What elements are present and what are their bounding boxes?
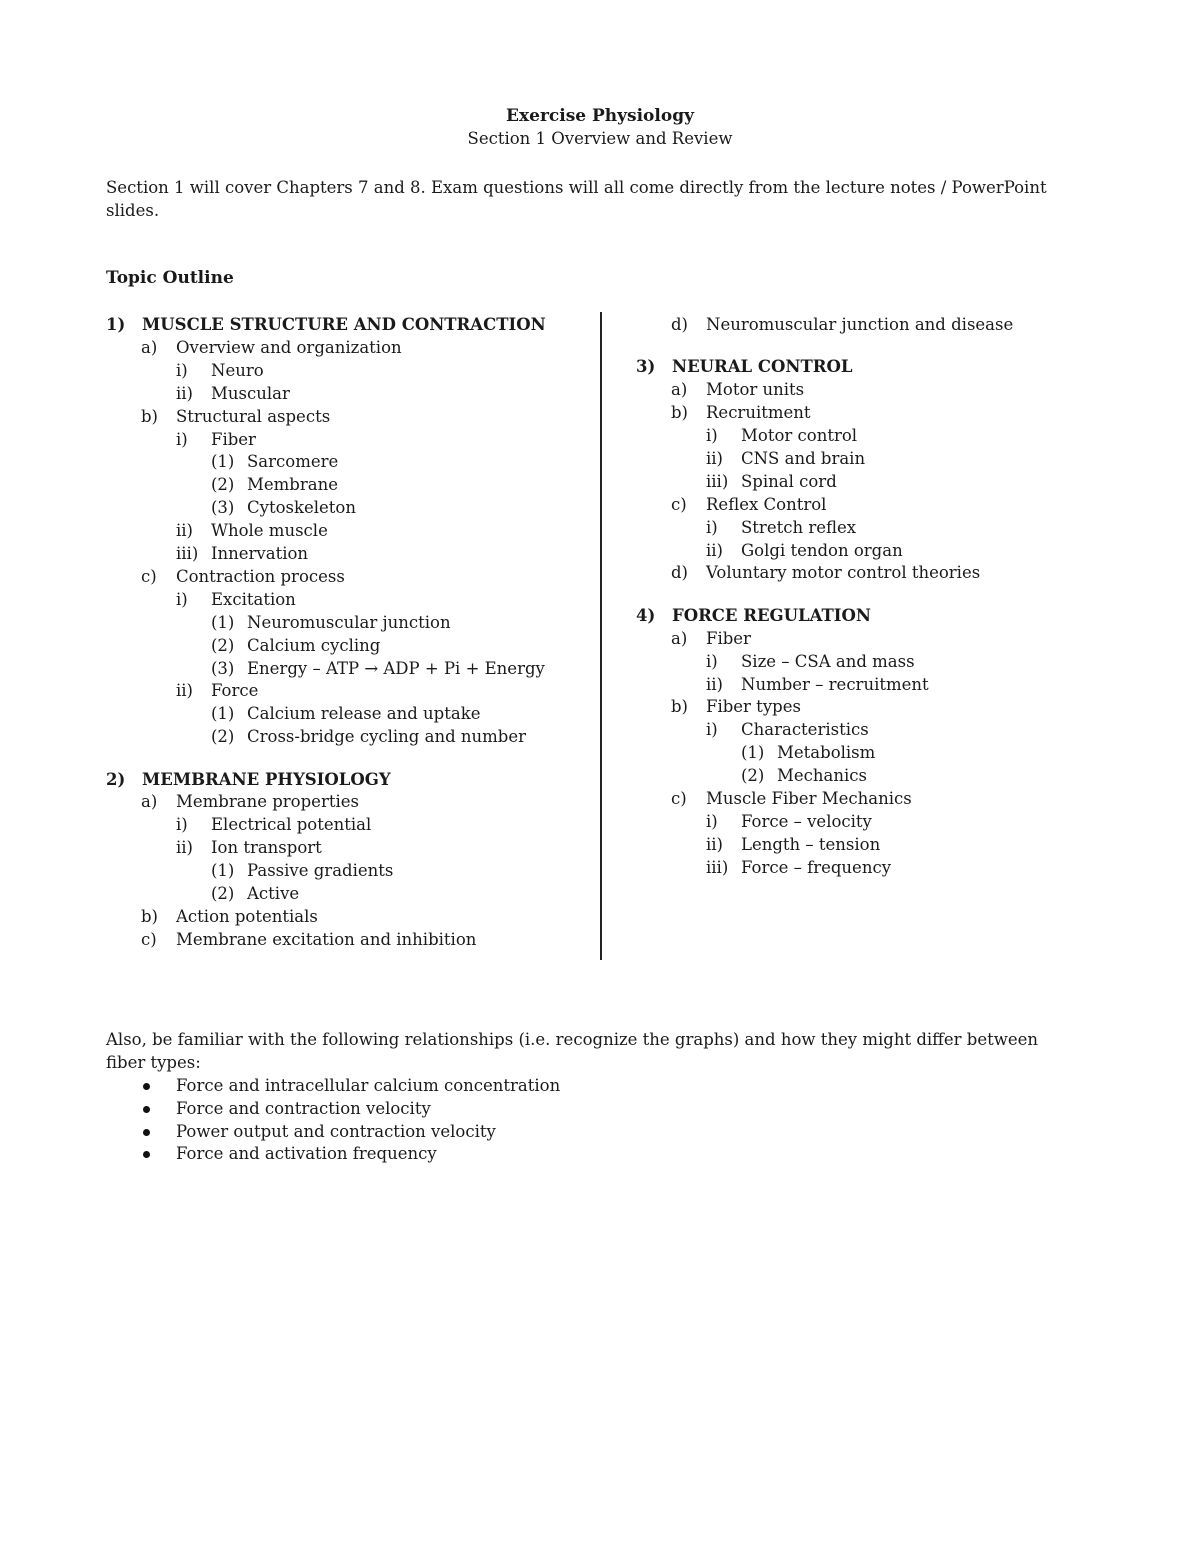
outline-item-label: ii) [706,540,723,560]
bullet-icon [143,1151,150,1158]
outline-item-text: Mechanics [777,766,867,786]
outline-item-label: (1) [211,452,235,472]
outline-item-text: NEURAL CONTROL [672,357,853,377]
outline-item-label: d) [671,563,688,583]
outline-item-label: 4) [636,605,656,625]
outline-item-text: Cross-bridge cycling and number [247,727,526,747]
bullet-icon [143,1106,150,1113]
outline-item-text: Size – CSA and mass [741,651,915,671]
outline-item-label: i) [176,429,188,449]
bullet-item: Power output and contraction velocity [176,1121,496,1141]
relationships-paragraph: Also, be familiar with the following relationships (i.e. recognize the graphs) and how they might differ between fiber types: [106,1030,1039,1072]
outline-item-text: CNS and brain [741,448,866,468]
outline-item-text: Calcium cycling [247,635,381,655]
outline-item-text: Membrane properties [176,792,359,812]
outline-item-text: Reflex Control [706,494,827,514]
intro-paragraph: Section 1 will cover Chapters 7 and 8. Exam questions will all come directly from the lecture notes / PowerPoint slides. [106,178,1047,220]
outline-item-label: c) [671,789,687,809]
outline-item-label: i) [176,589,188,609]
outline-item-text: Electrical potential [211,815,372,835]
outline-item-text: Force [211,681,259,701]
outline-item-label: (2) [211,635,235,655]
outline-item-text: Innervation [211,544,309,563]
bullet-icon [143,1129,150,1136]
outline-item-text: Number – recruitment [741,674,929,694]
outline-item-label: (1) [741,743,765,763]
outline-item-text: Energy – ATP → ADP + Pi + Energy [247,658,545,678]
outline-item-label: i) [706,517,718,537]
outline-item-label: iii) [176,544,199,563]
outline-item-text: Motor units [706,380,805,400]
outline-item-label: a) [141,337,158,357]
outline-item-text: Membrane [247,475,338,495]
document-subtitle: Section 1 Overview and Review [467,129,733,148]
outline-item-text: MEMBRANE PHYSIOLOGY [142,769,391,789]
outline-item-text: Fiber [211,429,256,449]
outline-item-text: Neuro [211,360,264,380]
outline-item-text: Voluntary motor control theories [706,563,981,583]
outline-item-label: i) [706,720,718,740]
outline-item-label: ii) [706,674,723,694]
outline-item-label: a) [671,380,688,400]
outline-item-text: Muscle Fiber Mechanics [706,789,912,809]
outline-item-text: MUSCLE STRUCTURE AND CONTRACTION [142,315,546,334]
outline-item-label: ii) [176,838,193,858]
outline-item-text: Fiber types [706,697,801,717]
outline-item-label: (2) [211,727,235,747]
outline-item-label: i) [176,360,188,380]
outline-item-text: Stretch reflex [741,517,857,537]
outline-item-text: Contraction process [176,566,345,586]
document-title: Exercise Physiology [506,106,694,126]
outline-item-text: Fiber [706,628,751,648]
outline-item-text: Passive gradients [247,861,394,881]
outline-item-text: Ion transport [211,838,322,858]
outline-item-text: Neuromuscular junction [247,612,451,632]
outline-item-text: FORCE REGULATION [672,605,871,625]
outline-item-label: a) [671,628,688,648]
outline-item-text: Length – tension [741,834,881,854]
outline-item-text: Whole muscle [211,521,328,541]
outline-item-label: 1) [106,315,126,334]
outline-item-text: Golgi tendon organ [741,540,903,560]
outline-item-label: c) [141,566,157,586]
outline-item-text: Excitation [211,589,296,609]
bullet-item: Force and contraction velocity [176,1098,431,1118]
outline-item-label: b) [141,406,158,426]
outline-item-label: a) [141,792,158,812]
bullet-item: Force and intracellular calcium concentration [176,1076,561,1095]
column-divider [600,312,602,960]
outline-item-text: Cytoskeleton [247,498,356,518]
outline-item-label: (2) [211,884,235,904]
outline-item-label: ii) [176,521,193,541]
outline-item-text: Calcium release and uptake [247,704,481,724]
outline-item-label: iii) [706,471,729,491]
outline-item-label: (3) [211,658,235,678]
outline-item-text: Force – frequency [741,857,892,877]
outline-item-label: ii) [176,383,193,403]
outline-item-label: (1) [211,704,235,724]
outline-item-label: i) [176,815,188,835]
outline-heading: Topic Outline [106,268,234,288]
outline-item-label: ii) [706,834,723,854]
outline-item-label: b) [141,906,158,926]
outline-item-label: i) [706,426,718,446]
bullet-icon [143,1083,150,1090]
outline-item-text: Metabolism [777,743,876,763]
outline-item-text: Overview and organization [176,337,402,357]
outline-item-label: b) [671,403,688,423]
outline-item-text: Recruitment [706,403,811,423]
outline-item-label: 3) [636,357,656,377]
outline-item-text: Spinal cord [741,471,837,491]
outline-item-text: Muscular [211,383,290,403]
outline-item-label: (2) [741,766,765,786]
outline-item-label: d) [671,315,688,334]
outline-item-label: (1) [211,861,235,881]
outline-item-label: i) [706,811,718,831]
outline-item-text: Characteristics [741,720,869,740]
outline-item-text: Motor control [741,426,858,446]
outline-item-label: c) [141,929,157,949]
outline-item-label: b) [671,697,688,717]
outline-item-label: (2) [211,475,235,495]
outline-item-text: Membrane excitation and inhibition [176,929,477,949]
outline-item-label: ii) [706,448,723,468]
outline-item-label: ii) [176,681,193,701]
outline-item-text: Action potentials [176,906,318,926]
outline-item-label: c) [671,494,687,514]
outline-item-label: (1) [211,612,235,632]
outline-item-label: i) [706,651,718,671]
outline-item-label: 2) [106,769,126,789]
outline-item-text: Active [247,884,300,904]
outline-item-label: (3) [211,498,235,518]
outline-item-label: iii) [706,857,729,877]
bullet-item: Force and activation frequency [176,1144,437,1164]
outline-item-text: Force – velocity [741,811,872,831]
outline-item-text: Structural aspects [176,406,331,426]
outline-item-text: Sarcomere [247,452,339,472]
outline-item-text: Neuromuscular junction and disease [706,315,1014,334]
